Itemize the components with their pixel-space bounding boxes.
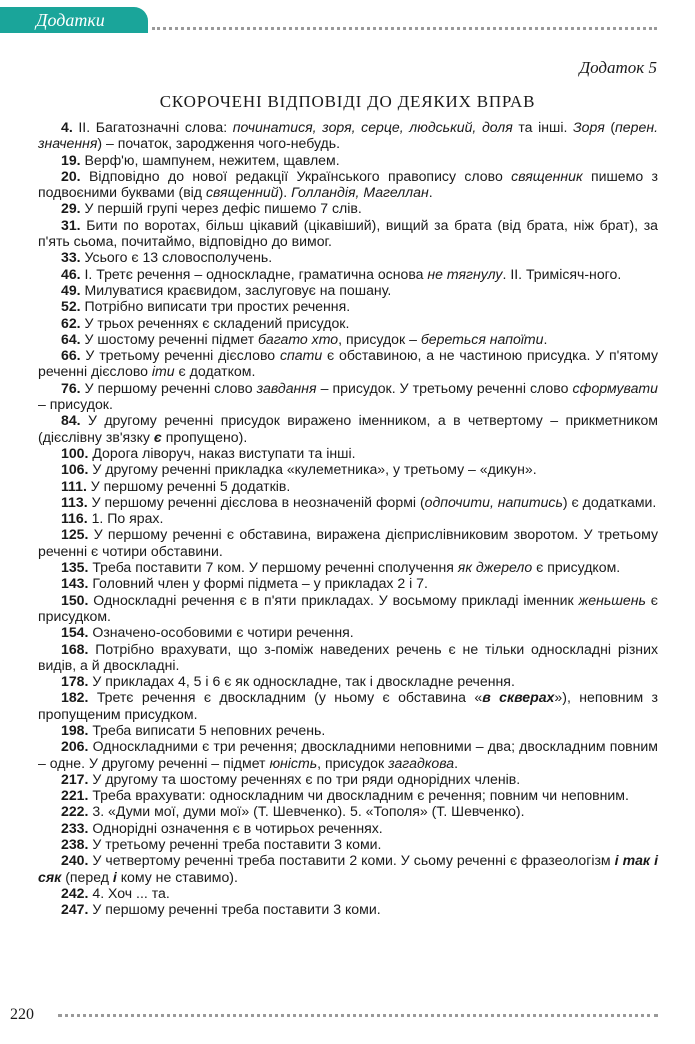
- answer-item: [38, 624, 658, 640]
- answer-item: [38, 641, 658, 674]
- answer-item: [38, 331, 658, 347]
- answer-item: [38, 282, 658, 298]
- answer-text: »), неповним з пропущеним присудком.: [38, 689, 658, 722]
- exercise-number: 168.: [61, 640, 89, 657]
- exercise-number: 116.: [61, 510, 88, 527]
- page-title: СКОРОЧЕНІ ВІДПОВІДІ ДО ДЕЯКИХ ВПРАВ: [159, 92, 536, 111]
- answers-list: [38, 119, 658, 918]
- exercise-number: 52.: [61, 298, 81, 315]
- answer-item: [38, 478, 658, 494]
- exercise-number: 154.: [61, 624, 89, 641]
- answer-text: , присудок –: [338, 330, 421, 347]
- answer-text: (: [604, 119, 616, 135]
- answer-item: [38, 901, 658, 917]
- exercise-number: 233.: [61, 819, 89, 836]
- answer-text: – присудок. У третьому реченні слово: [316, 379, 573, 396]
- header-dotted-rule: [152, 27, 657, 30]
- answer-item: [38, 266, 658, 282]
- answer-text: Дорога ліворуч, наказ виступати та інші.: [88, 444, 356, 461]
- exercise-number: 76.: [61, 379, 81, 396]
- answer-text: .: [454, 754, 459, 771]
- answer-text: священник: [511, 167, 583, 184]
- answer-text: Односкладними є три речення; двоскладними неповними – два; двоскладним повним – одне. У другому реченні – підмет: [38, 738, 658, 771]
- answer-text: І. Третє речення – односкладне, граматична основа: [80, 265, 428, 282]
- answer-text: Потрібно врахувати, що з-поміж наведених речень є не тільки односкладні різних видів, а й двоскладні.: [38, 640, 658, 673]
- answer-text: іти: [151, 363, 175, 380]
- answer-text: У першому реченні слово: [80, 379, 257, 396]
- exercise-number: 64.: [61, 330, 81, 347]
- answer-text: спати: [279, 347, 323, 364]
- answer-item: [38, 575, 658, 591]
- answer-text: одпочити, напитись: [424, 493, 563, 510]
- exercise-number: 31.: [61, 216, 81, 233]
- answer-text: У третьому реченні дієслово: [80, 347, 280, 364]
- answer-item: [38, 494, 658, 510]
- answer-text: не тягнулу: [427, 265, 503, 282]
- answer-text: і: [112, 868, 117, 885]
- answer-text: ІІ. Багатозначні слова:: [72, 119, 233, 135]
- answer-text: Милуватися краєвидом, заслуговує на пошану.: [80, 281, 392, 298]
- exercise-number: 20.: [61, 167, 81, 184]
- exercise-number: 4.: [61, 119, 73, 135]
- answer-text: У третьому реченні треба поставити 3 коми.: [88, 836, 382, 853]
- exercise-number: 49.: [61, 281, 81, 298]
- answer-text: ).: [278, 184, 292, 201]
- exercise-number: 247.: [61, 901, 89, 918]
- answer-text: ) – початок, зародження чого-небудь.: [97, 135, 341, 152]
- answer-item: [38, 787, 658, 803]
- answer-item: [38, 412, 658, 445]
- footer-dotted-rule: [58, 1014, 658, 1017]
- answer-text: .: [428, 184, 433, 201]
- answer-text: женьшень: [578, 591, 646, 608]
- exercise-number: 150.: [61, 591, 89, 608]
- exercise-number: 84.: [61, 412, 81, 429]
- answer-text: перен. значення: [38, 119, 658, 152]
- answer-text: , присудок: [317, 754, 389, 771]
- answer-text: ) є додатками.: [562, 493, 657, 510]
- answer-text: У першому реченні дієслова в неозначеній формі (: [87, 493, 425, 510]
- exercise-number: 198.: [61, 721, 89, 738]
- answer-text: як джерело: [457, 559, 533, 576]
- exercise-number: 178.: [61, 673, 89, 690]
- answer-text: .: [543, 330, 548, 347]
- answer-text: Верф'ю, шампунем, нежитем, щавлем.: [80, 151, 340, 168]
- answer-text: сформувати: [572, 379, 658, 396]
- answer-text: Третє речення є двоскладним (у ньому є обставина «: [88, 689, 483, 706]
- answer-item: [38, 249, 658, 265]
- answer-item: [38, 885, 658, 901]
- answer-text: кому не ставимо).: [116, 868, 238, 885]
- exercise-number: 242.: [61, 884, 89, 901]
- exercise-number: 29.: [61, 200, 81, 217]
- answer-text: в скверах: [482, 689, 555, 706]
- answer-item: [38, 820, 658, 836]
- exercise-number: 135.: [61, 559, 89, 576]
- answer-item: [38, 347, 658, 380]
- page-number: 220: [10, 1006, 34, 1023]
- answer-text: У першому реченні 5 додатків.: [86, 477, 291, 494]
- answer-text: є присудком.: [532, 559, 621, 576]
- answer-text: Означено-особовими є чотири речення.: [88, 624, 354, 641]
- answer-text: Усього є 13 словосполучень.: [80, 249, 273, 266]
- exercise-number: 66.: [61, 347, 81, 364]
- section-tab: [0, 7, 148, 33]
- exercise-number: 222.: [61, 803, 89, 820]
- answer-item: [38, 461, 658, 477]
- answer-text: У четвертому реченні треба поставити 2 коми. У сьому реченні є фразеологізм: [88, 852, 615, 869]
- answer-item: [38, 315, 658, 331]
- answer-item: [38, 771, 658, 787]
- exercise-number: 62.: [61, 314, 81, 331]
- answer-text: юність: [269, 754, 318, 771]
- answer-item: [38, 217, 658, 250]
- answer-text: Зоря: [573, 119, 605, 135]
- answer-text: загадкова: [388, 754, 455, 771]
- answer-text: Треба поставити 7 ком. У першому реченні сполучення: [88, 559, 458, 576]
- exercise-number: 238.: [61, 836, 89, 853]
- answer-text: У другому реченні присудок виражено іменником, а в четвертому – прикметником (дієслівну зв'язку: [38, 412, 658, 445]
- answer-text: Треба виписати 5 неповних речень.: [88, 721, 326, 738]
- answer-item: [38, 445, 658, 461]
- exercise-number: 217.: [61, 770, 89, 787]
- answer-item: [38, 689, 658, 722]
- answer-text: У шостому реченні підмет: [80, 330, 258, 347]
- answer-text: завдання: [256, 379, 317, 396]
- appendix-label: Додаток 5: [579, 58, 657, 77]
- answer-text: У другому реченні прикладка «кулеметника», у третьому – «дикун».: [88, 461, 537, 478]
- answer-text: . ІІ. Тримісяч-ного.: [502, 265, 622, 282]
- answer-text: Головний член у формі підмета – у прикладах 2 і 7.: [88, 575, 428, 592]
- exercise-number: 111.: [61, 477, 87, 494]
- answer-text: Відповідно до нової редакції Українського правопису слово: [80, 167, 512, 184]
- exercise-number: 182.: [61, 689, 89, 706]
- answer-text: У трьох реченнях є складений присудок.: [80, 314, 350, 331]
- answer-text: є обставиною, а не частиною присудка. У п'ятому реченні дієслово: [38, 347, 658, 380]
- answer-item: [38, 673, 658, 689]
- answer-item: [38, 852, 658, 885]
- exercise-number: 113.: [61, 493, 88, 510]
- answer-item: [38, 200, 658, 216]
- answer-text: У першому реченні є обставина, виражена дієприслівниковим зворотом. У третьому реченні є чотири обставини.: [38, 526, 658, 559]
- answer-text: є: [153, 428, 162, 445]
- answer-text: є присудком.: [38, 591, 659, 624]
- answer-item: [38, 298, 658, 314]
- answer-text: 4. Хоч ... та.: [88, 884, 170, 901]
- exercise-number: 143.: [61, 575, 89, 592]
- exercise-number: 100.: [61, 444, 89, 461]
- answer-item: [38, 380, 658, 413]
- answer-item: [38, 722, 658, 738]
- answer-text: У прикладах 4, 5 і 6 є як односкладне, так і двоскладне речення.: [88, 673, 515, 690]
- answer-text: і так і сяк: [38, 852, 658, 885]
- exercise-number: 240.: [61, 852, 89, 869]
- answer-text: Потрібно виписати три простих речення.: [80, 298, 351, 315]
- answer-item: [38, 510, 658, 526]
- answer-item: [38, 152, 658, 168]
- answer-text: – присудок.: [38, 396, 113, 413]
- answer-text: пишемо з подвоєними буквами (від: [38, 167, 658, 201]
- answer-item: [38, 119, 658, 152]
- exercise-number: 206.: [61, 738, 89, 755]
- answer-item: [38, 803, 658, 819]
- answer-text: є додатком.: [174, 363, 256, 380]
- exercise-number: 46.: [61, 265, 81, 282]
- answer-text: Однорідні означення є в чотирьох реченнях.: [88, 819, 383, 836]
- answer-text: Голландія, Магеллан: [291, 184, 429, 201]
- answer-text: (перед: [61, 868, 113, 885]
- answer-item: [38, 168, 658, 201]
- answer-text: У другому та шостому реченнях є по три ряди однорідних членів.: [88, 770, 521, 787]
- section-title: Додатки: [36, 10, 105, 30]
- answer-text: береться напоїти: [420, 330, 544, 347]
- answer-item: [38, 836, 658, 852]
- answer-text: священний: [205, 184, 279, 201]
- answer-text: У першому реченні треба поставити 3 коми.: [88, 901, 381, 918]
- answer-text: Бити по воротах, більш цікавий (цікавіший), вищий за брата (від брата, ніж брат), за п'ять сьома, почитаймо, відповідно до вимог.: [38, 216, 658, 250]
- answer-text: Треба врахувати: односкладним чи двоскладним є речення; повним чи неповним.: [88, 787, 629, 804]
- answer-item: [38, 592, 658, 625]
- answer-item: [38, 738, 658, 771]
- answer-item: [38, 559, 658, 575]
- exercise-number: 125.: [61, 526, 89, 543]
- exercise-number: 33.: [61, 249, 81, 266]
- answer-text: багато хто: [257, 330, 339, 347]
- answer-text: та інші.: [512, 119, 574, 135]
- exercise-number: 221.: [61, 787, 89, 804]
- exercise-number: 19.: [61, 151, 81, 168]
- answer-text: пропущено).: [161, 428, 248, 445]
- answer-text: У першій групі через дефіс пишемо 7 слів.: [80, 200, 362, 217]
- answer-text: Односкладні речення є в п'яти прикладах. У восьмому прикладі іменник: [88, 591, 579, 608]
- answer-text: 3. «Думи мої, думи мої» (Т. Шевченко). 5. «Тополя» (Т. Шевченко).: [88, 803, 525, 820]
- answer-item: [38, 526, 658, 559]
- answer-text: починатися, зоря, серце, людський, доля: [232, 119, 513, 135]
- answer-text: 1. По ярах.: [87, 510, 164, 527]
- exercise-number: 106.: [61, 461, 89, 478]
